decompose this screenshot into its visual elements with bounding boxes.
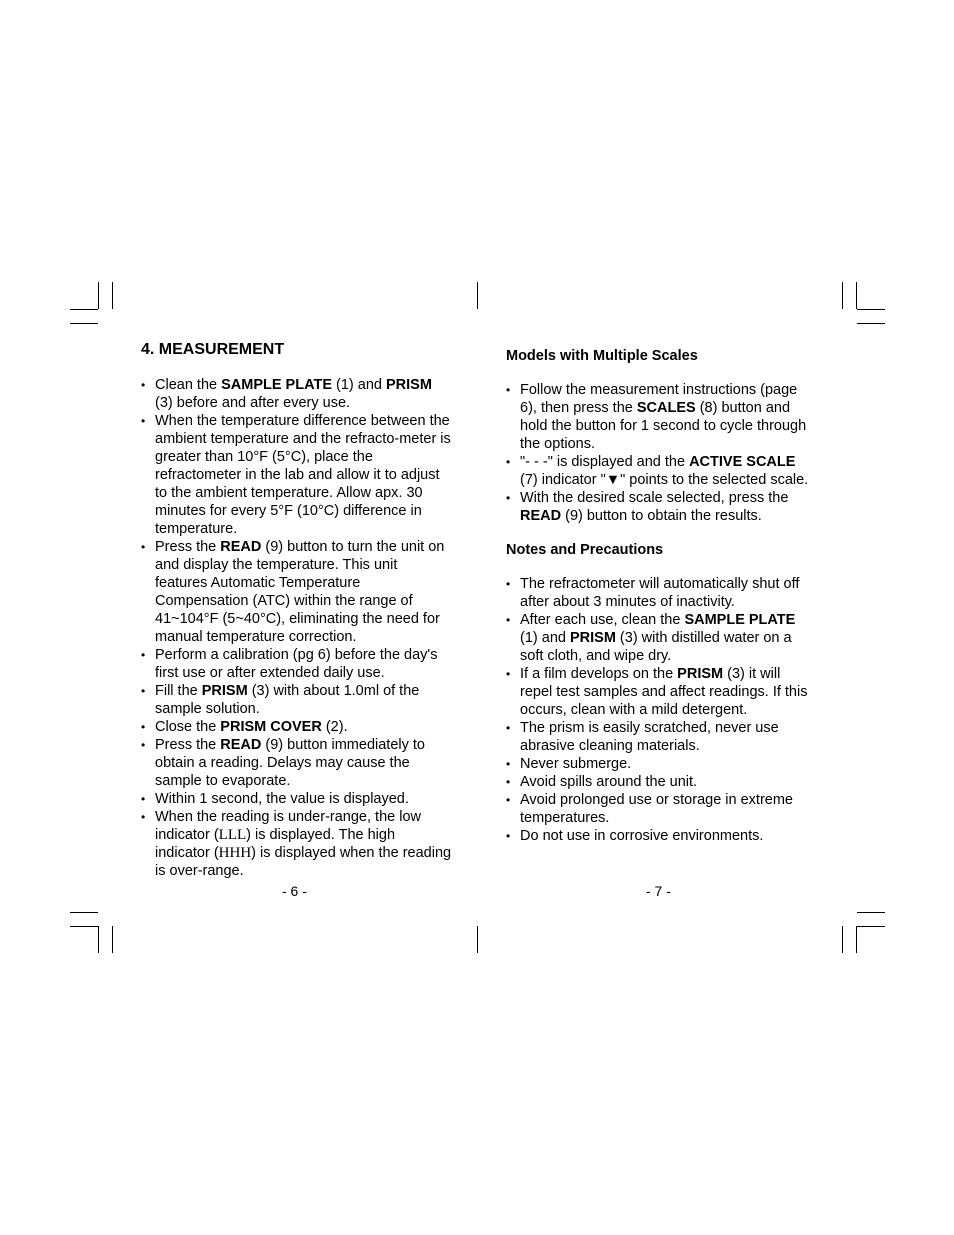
text-segment: Avoid spills around the unit. <box>520 774 698 790</box>
text-segment: The prism is easily scratched, never use abrasive cleaning materials. <box>520 720 779 754</box>
crop-mark-bottom-left-v1 <box>98 926 99 953</box>
crop-mark-bottom-right-h1 <box>857 912 885 913</box>
text-segment: ) is displayed. The high indicator ( <box>155 827 396 861</box>
text-segment: SAMPLE PLATE <box>221 377 333 393</box>
text-segment: Perform a calibration (pg 6) before the day's first use or after extended daily use. <box>155 647 438 681</box>
crop-mark-bottom-right-v2 <box>856 926 857 953</box>
list-item <box>141 736 453 790</box>
text-segment: PRISM COVER <box>220 719 322 735</box>
crop-mark-top-right-v2 <box>856 282 857 309</box>
bullet-icon: • <box>506 491 511 505</box>
text-segment: "- - -" is displayed and the <box>520 454 690 470</box>
list-item <box>506 381 816 453</box>
text-segment: READ <box>220 737 262 753</box>
text-segment: (3) before and after every use. <box>155 395 351 411</box>
text-segment: Press the <box>155 737 221 753</box>
list-item <box>506 575 816 611</box>
measurement-steps-list <box>141 376 453 880</box>
text-segment: (1) and <box>332 377 387 393</box>
text-segment: PRISM <box>386 377 432 393</box>
bullet-icon: • <box>506 613 511 627</box>
list-item <box>141 376 453 412</box>
crop-mark-bottom-right-h2 <box>857 926 885 927</box>
list-item <box>506 453 816 489</box>
crop-mark-top-right-h2 <box>857 309 885 310</box>
multiple-scales-list <box>506 381 816 525</box>
bullet-icon: • <box>506 793 511 807</box>
text-segment: LLL <box>218 827 247 843</box>
bullet-icon: • <box>141 540 146 554</box>
text-segment: Follow the measurement instructions (page 6), then press the <box>520 382 798 416</box>
text-segment: Close the <box>155 719 221 735</box>
section-title: 4. MEASUREMENT <box>141 341 285 358</box>
bullet-icon: • <box>141 792 146 806</box>
text-segment: Avoid prolonged use or storage in extreme temperatures. <box>520 792 793 826</box>
text-segment: Press the <box>155 539 221 555</box>
notes-precautions-list <box>506 575 816 845</box>
text-segment: After each use, clean the <box>520 612 685 628</box>
text-segment: PRISM <box>569 630 616 646</box>
list-item <box>506 755 816 773</box>
bullet-icon: • <box>141 378 146 392</box>
list-item <box>506 489 816 525</box>
list-item <box>506 827 816 845</box>
text-segment: When the temperature difference between the ambient temperature and the refracto-meter is greater than 10°F (5°C), place the refractometer in the lab and allow it to adjust to the ambient temperature. Allow apx. 30 minutes for every 5°F (10°C) difference in temperature. <box>155 413 451 537</box>
text-segment: Do not use in corrosive environments. <box>520 828 764 844</box>
crop-mark-top-left-h <box>70 323 98 324</box>
bullet-icon: • <box>141 738 146 752</box>
list-item <box>141 790 453 808</box>
text-segment: Fill the <box>155 683 202 699</box>
bullet-icon: • <box>141 810 146 824</box>
crop-mark-bottom-left-h2 <box>70 926 98 927</box>
text-segment: ) is displayed when the reading is over-range. <box>155 845 452 879</box>
text-segment: With the desired scale selected, press the <box>520 490 789 506</box>
text-segment: HHH <box>218 845 252 861</box>
text-segment: (3) with distilled water on a soft cloth, and wipe dry. <box>520 630 792 664</box>
right-page-content <box>506 347 816 845</box>
crop-mark-top-center <box>477 282 478 309</box>
list-item <box>141 538 453 646</box>
text-segment: (1) and <box>520 630 570 646</box>
list-item <box>141 682 453 718</box>
list-item <box>141 718 453 736</box>
crop-mark-bottom-right-v1 <box>842 926 843 953</box>
crop-mark-top-right-v1 <box>842 282 843 309</box>
text-segment: PRISM <box>201 683 248 699</box>
list-item <box>506 665 816 719</box>
list-item <box>506 773 816 791</box>
bullet-icon: • <box>141 684 146 698</box>
list-item <box>506 791 816 827</box>
text-segment: Never submerge. <box>520 756 632 772</box>
bullet-icon: • <box>506 829 511 843</box>
text-segment: SAMPLE PLATE <box>684 612 796 628</box>
text-segment: SCALES <box>636 400 696 416</box>
text-segment: Clean the <box>155 377 222 393</box>
bullet-icon: • <box>506 577 511 591</box>
list-item <box>141 808 453 880</box>
list-item <box>141 646 453 682</box>
text-segment: Within 1 second, the value is displayed. <box>155 791 409 807</box>
text-segment: (3) it will repel test samples and affect readings. If this occurs, clean with a mild detergent. <box>520 666 808 718</box>
text-segment: (9) button to turn the unit on and display the temperature. This unit features Automatic Temperature Compensation (ATC) within the range of 41~104°F (5~40°C), eliminating the need for manual temperature correction. <box>155 539 445 645</box>
text-segment: READ <box>220 539 262 555</box>
text-segment: The refractometer will automatically shut off after about 3 minutes of inactivity. <box>520 576 800 610</box>
crop-mark-bottom-left-v2 <box>112 926 113 953</box>
text-segment: When the reading is under-range, the low indicator ( <box>155 809 421 843</box>
text-segment: PRISM <box>677 666 724 682</box>
bullet-icon: • <box>141 720 146 734</box>
bullet-icon: • <box>506 667 511 681</box>
text-segment: If a film develops on the <box>520 666 678 682</box>
text-segment: ACTIVE SCALE <box>689 454 796 470</box>
page-number-right: - 7 - <box>646 883 671 899</box>
text-segment: READ <box>520 508 562 524</box>
bullet-icon: • <box>506 775 511 789</box>
crop-mark-top-right-h <box>857 323 885 324</box>
crop-mark-bottom-center <box>477 926 478 953</box>
bullet-icon: • <box>506 757 511 771</box>
crop-mark-bottom-left-h1 <box>70 912 98 913</box>
list-item <box>506 611 816 665</box>
crop-mark-top-left-h2 <box>70 309 98 310</box>
text-segment: (2). <box>321 719 348 735</box>
crop-mark-top-left-v2 <box>112 282 113 309</box>
heading-multiple-scales: Models with Multiple Scales <box>506 348 698 364</box>
bullet-icon: • <box>506 455 511 469</box>
bullet-icon: • <box>141 648 146 662</box>
list-item <box>141 412 453 538</box>
left-page-content <box>141 340 453 880</box>
text-segment: (9) button to obtain the results. <box>561 508 762 524</box>
page-number-left: - 6 - <box>282 883 307 899</box>
heading-notes-precautions: Notes and Precautions <box>506 542 664 558</box>
list-item <box>506 719 816 755</box>
text-segment: (3) with about 1.0ml of the sample solution. <box>155 683 420 717</box>
text-segment: (7) indicator "▼" points to the selected scale. <box>520 472 809 488</box>
text-segment: (9) button immediately to obtain a reading. Delays may cause the sample to evaporate. <box>155 737 425 789</box>
crop-mark-top-left-v1 <box>98 282 99 309</box>
bullet-icon: • <box>506 383 511 397</box>
bullet-icon: • <box>506 721 511 735</box>
text-segment: (8) button and hold the button for 1 second to cycle through the options. <box>520 400 807 452</box>
bullet-icon: • <box>141 414 146 428</box>
